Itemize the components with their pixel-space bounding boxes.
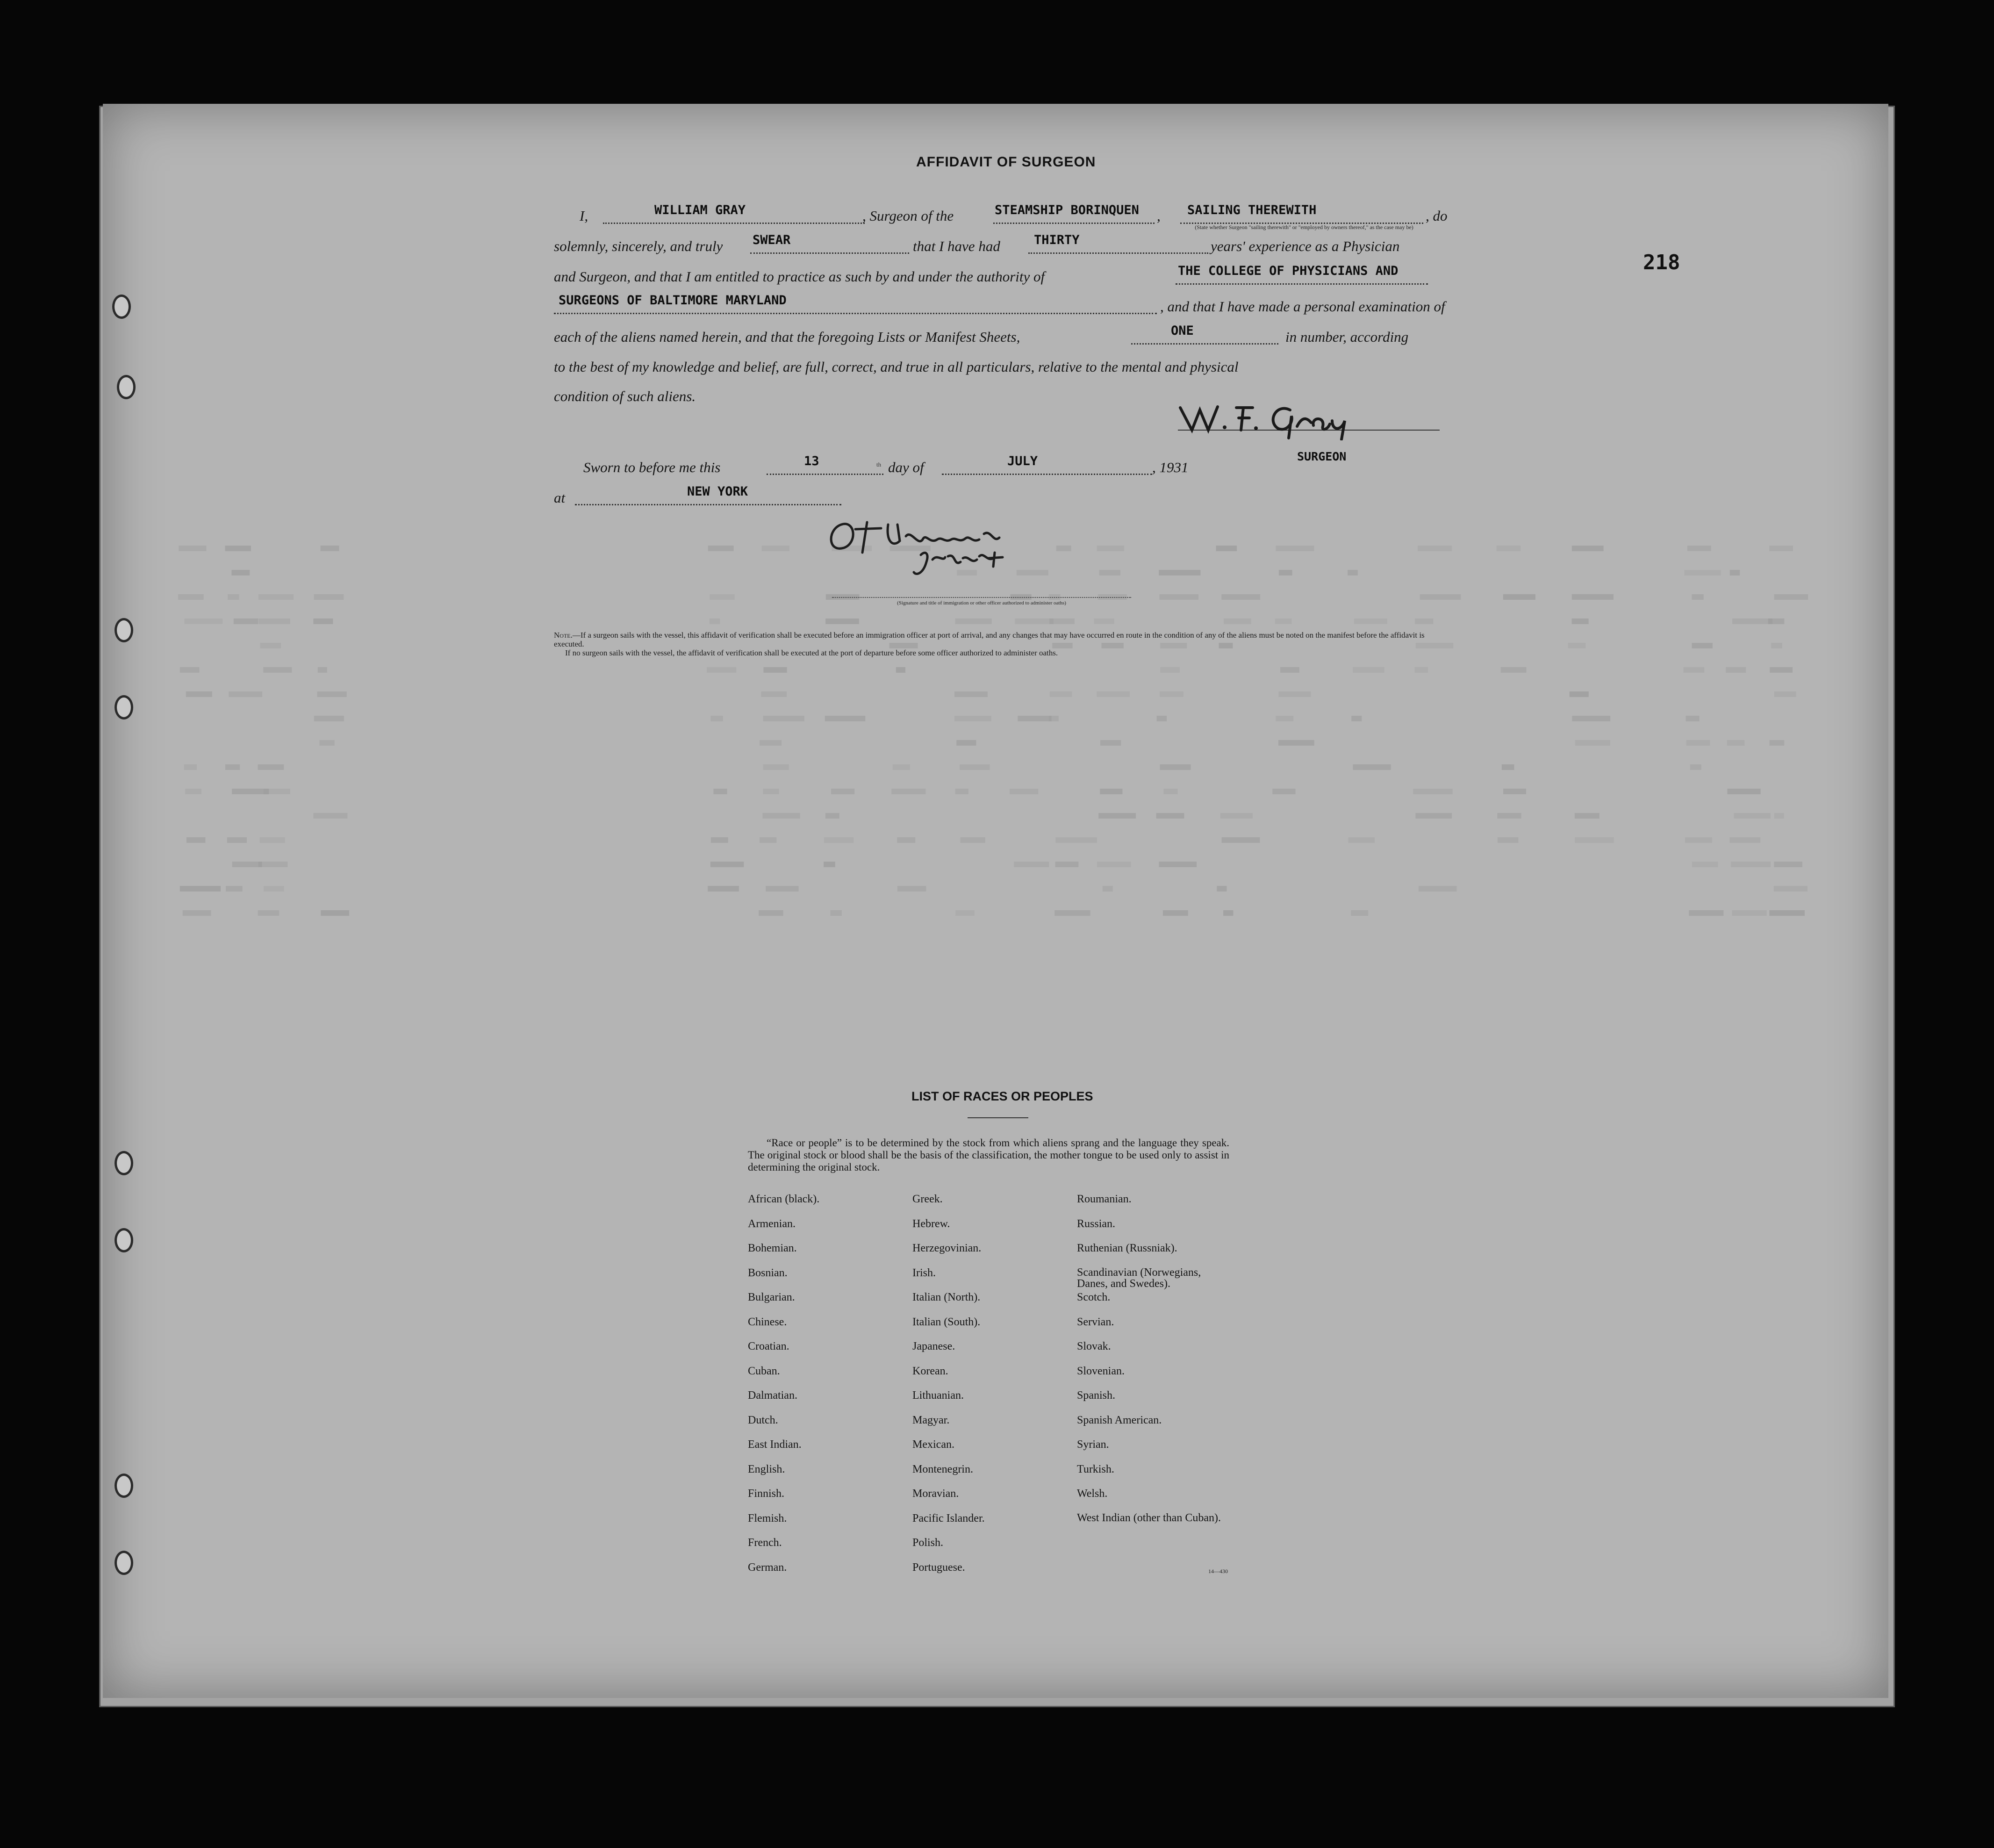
vessel-name: STEAMSHIP BORINQUEN [995, 203, 1139, 217]
race-item: Mexican. [912, 1438, 954, 1451]
bleed-through-mark [761, 691, 787, 697]
bleed-through-mark [1049, 716, 1059, 721]
bleed-through-mark [1163, 910, 1188, 916]
bleed-through-mark [1575, 813, 1600, 819]
race-item: Dalmatian. [748, 1389, 797, 1402]
bleed-through-mark [232, 789, 269, 794]
bleed-through-mark [1692, 862, 1718, 867]
bleed-through-mark [313, 618, 333, 624]
bleed-through-mark [960, 764, 990, 770]
race-item: English. [748, 1463, 785, 1475]
bleed-through-mark [225, 764, 240, 770]
line1-comma: , [1157, 208, 1161, 224]
race-item: Polish. [912, 1537, 944, 1549]
bleed-through-mark [1498, 837, 1519, 843]
race-item: Servian. [1077, 1316, 1114, 1328]
at-prefix: at [554, 489, 566, 506]
bleed-through-mark [314, 716, 344, 721]
bleed-through-mark [707, 667, 736, 673]
race-item: Bosnian. [748, 1266, 788, 1279]
bleed-through-mark [708, 546, 734, 551]
bleed-through-mark [763, 667, 787, 673]
line2-suffix: years' experience as a Physician [1211, 238, 1400, 254]
bleed-through-mark [961, 837, 985, 843]
bleed-through-mark [1163, 789, 1177, 794]
bleed-through-mark [258, 862, 288, 867]
race-item: Pacific Islander. [912, 1512, 985, 1524]
race-item: Greek. [912, 1193, 943, 1205]
bleed-through-mark [1018, 716, 1051, 721]
bleed-through-mark [1572, 546, 1604, 551]
bleed-through-mark [1774, 691, 1796, 697]
bleed-through-mark [1279, 570, 1292, 575]
bleed-through-mark [1769, 910, 1805, 916]
bleed-through-mark [317, 691, 347, 697]
bleed-through-mark [831, 789, 854, 794]
bleed-through-mark [1730, 570, 1740, 575]
bleed-through-mark [711, 837, 728, 843]
line5-suffix: in number, according [1285, 329, 1409, 345]
bleed-through-mark [1157, 716, 1167, 721]
bleed-through-mark [956, 740, 976, 746]
affidavit-note [554, 631, 1442, 657]
race-item: Spanish. [1077, 1389, 1116, 1402]
bleed-through-mark [1351, 716, 1362, 721]
race-item: Russian. [1077, 1217, 1116, 1230]
years-experience: THIRTY [1034, 233, 1080, 247]
bleed-through-mark [1734, 813, 1770, 819]
bleed-through-mark [710, 862, 744, 867]
sworn-place: NEW YORK [687, 484, 748, 499]
race-item: Welsh. [1077, 1488, 1108, 1500]
bleed-through-mark [1685, 837, 1712, 843]
title-rule [968, 1117, 1028, 1118]
race-item: Scotch. [1077, 1291, 1111, 1303]
race-item: Roumanian. [1077, 1193, 1132, 1205]
bleed-through-mark [1103, 886, 1113, 892]
races-intro: “Race or people” is to be determined by the stock from which aliens sprang and the language they speak. The original stock or blood shall be the basis of the classification, the mother tongue to be used only to assist in determining the original stock. [748, 1137, 1229, 1173]
bleed-through-mark [1689, 910, 1723, 916]
bleed-through-mark [1010, 789, 1038, 794]
bleed-through-mark [708, 886, 739, 892]
bleed-through-mark [1097, 546, 1124, 551]
race-item: German. [748, 1561, 787, 1574]
race-item: Ruthenian (Russniak). [1077, 1242, 1177, 1254]
bleed-through-mark [760, 837, 776, 843]
bleed-through-mark [1575, 837, 1614, 843]
officer-signature-line [832, 597, 1131, 598]
oath-type: SWEAR [753, 233, 791, 247]
race-item: French. [748, 1537, 782, 1549]
bleed-through-mark [1570, 691, 1589, 697]
bleed-through-mark [763, 764, 789, 770]
note-text-1: —If a surgeon sails with the vessel, this affidavit of verification shall be executed before an immigration officer at port of arrival, and any changes that may have occurred en route in the condition of any of the aliens must be noted on the manifest before the affidavit is executed. [554, 631, 1425, 648]
bleed-through-mark [1687, 546, 1711, 551]
bleed-through-mark [763, 789, 779, 794]
bleed-through-mark [229, 691, 262, 697]
race-item: East Indian. [748, 1438, 802, 1451]
sworn-prefix: Sworn to before me this [583, 459, 721, 475]
race-item: Korean. [912, 1365, 948, 1377]
authority-part-1: THE COLLEGE OF PHYSICIANS AND [1178, 264, 1399, 278]
bleed-through-mark [1420, 594, 1461, 600]
race-item: Slovenian. [1077, 1365, 1125, 1377]
bleed-through-mark [1572, 716, 1610, 721]
bleed-through-mark [1732, 618, 1772, 624]
bleed-through-mark [1348, 837, 1375, 843]
bleed-through-mark [186, 837, 205, 843]
bleed-through-mark [897, 837, 915, 843]
bleed-through-mark [710, 618, 720, 624]
races-title: LIST OF RACES OR PEOPLES [911, 1089, 1093, 1103]
fill-line [993, 223, 1155, 224]
authority-part-2: SURGEONS OF BALTIMORE MARYLAND [559, 293, 787, 308]
sworn-day: 13 [804, 454, 819, 468]
bleed-through-mark [830, 910, 841, 916]
note-label: Note. [554, 631, 573, 640]
bleed-through-mark [1015, 618, 1054, 624]
race-item: Magyar. [912, 1414, 950, 1426]
bleed-through-mark [1098, 813, 1136, 819]
bleed-through-mark [1732, 910, 1767, 916]
bleed-through-mark [1160, 764, 1191, 770]
bleed-through-mark [1497, 546, 1521, 551]
bleed-through-mark [1278, 740, 1314, 746]
bleed-through-mark [313, 813, 347, 819]
fill-line [1176, 283, 1428, 285]
bleed-through-mark [183, 910, 211, 916]
race-item: Slovak. [1077, 1340, 1111, 1352]
line1-mid: , Surgeon of the [862, 208, 954, 224]
race-item: Italian (North). [912, 1291, 981, 1303]
bleed-through-mark [955, 618, 992, 624]
line1-suffix: , do [1426, 208, 1448, 224]
bleed-through-mark [1354, 618, 1387, 624]
race-item: Flemish. [748, 1512, 787, 1524]
race-item: Hebrew. [912, 1217, 950, 1230]
line4-suffix: , and that I have made a personal examination of [1160, 298, 1445, 315]
bleed-through-mark [1280, 667, 1299, 673]
sworn-year: , 1931 [1152, 459, 1189, 475]
bleed-through-mark [1099, 570, 1120, 575]
bleed-through-mark [1217, 886, 1227, 892]
bleed-through-mark [1160, 667, 1180, 673]
bleed-through-mark [954, 691, 988, 697]
bleed-through-mark [1054, 910, 1090, 916]
bleed-through-mark [1572, 594, 1614, 600]
bleed-through-mark [260, 837, 285, 843]
bleed-through-mark [1774, 813, 1784, 819]
bleed-through-mark [1572, 618, 1589, 624]
bleed-through-mark [1768, 618, 1785, 624]
race-item: Montenegrin. [912, 1463, 973, 1475]
bleed-through-mark [760, 740, 782, 746]
bleed-through-mark [824, 862, 835, 867]
fill-line [1131, 343, 1278, 345]
bleed-through-mark [184, 764, 197, 770]
sailing-note: (State whether Surgeon "sailing therewith" or "employed by owners thereof," as the case may be) [1195, 224, 1413, 230]
races-column-2 [912, 1193, 1062, 1586]
race-item: Herzegovinian. [912, 1242, 982, 1254]
bleed-through-mark [180, 886, 221, 892]
bleed-through-mark [1097, 691, 1130, 697]
bleed-through-mark [185, 789, 201, 794]
bleed-through-mark [1418, 546, 1452, 551]
bleed-through-mark [258, 764, 284, 770]
race-item: Irish. [912, 1266, 936, 1279]
bleed-through-mark [1726, 667, 1746, 673]
race-item: Lithuanian. [912, 1389, 964, 1402]
bleed-through-mark [178, 594, 204, 600]
bleed-through-mark [186, 691, 212, 697]
race-item: Dutch. [748, 1414, 778, 1426]
bleed-through-mark [759, 910, 783, 916]
fill-line [942, 474, 1152, 475]
bleed-through-mark [1684, 667, 1705, 673]
race-item: Syrian. [1077, 1438, 1109, 1451]
bleed-through-mark [226, 886, 243, 892]
officer-caption: (Signature and title of immigration or other officer authorized to administer oaths) [897, 600, 1066, 606]
race-item: Turkish. [1077, 1463, 1114, 1475]
surgeon-name: WILLIAM GRAY [654, 203, 746, 217]
bleed-through-mark [763, 716, 804, 721]
bleed-through-mark [258, 594, 294, 600]
bleed-through-mark [1055, 837, 1097, 843]
sailing-status: SAILING THEREWITH [1187, 203, 1317, 217]
bleed-through-mark [824, 837, 854, 843]
fill-line [750, 252, 909, 254]
race-item: Chinese. [748, 1316, 787, 1328]
bleed-through-mark [264, 886, 284, 892]
bleed-through-mark [1055, 862, 1079, 867]
bleed-through-mark [1502, 764, 1514, 770]
bleed-through-mark [1159, 862, 1197, 867]
line2-mid: that I have had [913, 238, 1000, 254]
race-item: Armenian. [748, 1217, 796, 1230]
bleed-through-mark [1731, 862, 1771, 867]
bleed-through-mark [1728, 789, 1761, 794]
bleed-through-mark [1684, 570, 1721, 575]
bleed-through-mark [1097, 862, 1131, 867]
bleed-through-mark [321, 546, 339, 551]
bleed-through-mark [264, 789, 290, 794]
note-text-2: If no surgeon sails with the vessel, the affidavit of verification shall be executed at the port of departure before some officer authorized to administer oaths. [565, 648, 1058, 657]
bleed-through-mark [258, 910, 280, 916]
bleed-through-mark [232, 862, 262, 867]
bleed-through-mark [180, 667, 200, 673]
bleed-through-mark [1156, 813, 1184, 819]
bleed-through-mark [762, 546, 789, 551]
bleed-through-mark [1692, 594, 1703, 600]
bleed-through-mark [762, 813, 800, 819]
sworn-month: JULY [1007, 454, 1038, 468]
sworn-mid: day of [888, 459, 924, 475]
bleed-through-mark [318, 667, 327, 673]
bleed-through-mark [1497, 813, 1521, 819]
document-page [103, 104, 1888, 1698]
bleed-through-mark [891, 789, 925, 794]
bleed-through-mark [1774, 886, 1808, 892]
bleed-through-mark [1272, 789, 1295, 794]
surgeon-signature-image [1171, 389, 1405, 440]
race-item: Moravian. [912, 1488, 959, 1500]
bleed-through-mark [1690, 764, 1701, 770]
races-column-3 [1077, 1193, 1231, 1537]
bleed-through-mark [710, 716, 723, 721]
bleed-through-mark [1159, 570, 1200, 575]
bleed-through-mark [1503, 594, 1535, 600]
bleed-through-mark [1050, 691, 1072, 697]
line7: condition of such aliens. [554, 388, 696, 404]
bleed-through-mark [713, 789, 727, 794]
line6: to the best of my knowledge and belief, are full, correct, and true in all particulars, relative to the mental and physical [554, 359, 1239, 375]
bleed-through-mark [1160, 691, 1183, 697]
race-item: Italian (South). [912, 1316, 981, 1328]
bleed-through-mark [955, 789, 968, 794]
race-item: Croatian. [748, 1340, 789, 1352]
bleed-through-mark [319, 740, 334, 746]
bleed-through-mark [1568, 643, 1585, 648]
race-item: African (black). [748, 1193, 820, 1205]
bleed-through-mark [955, 910, 975, 916]
bleed-through-mark [1774, 862, 1802, 867]
bleed-through-mark [1278, 691, 1311, 697]
bleed-through-mark [1223, 910, 1233, 916]
race-item: Finnish. [748, 1488, 785, 1500]
bleed-through-mark [1771, 643, 1782, 648]
bleed-through-mark [1276, 716, 1293, 721]
race-item: Portuguese. [912, 1561, 965, 1574]
bleed-through-mark [897, 886, 926, 892]
bleed-through-mark [1770, 740, 1785, 746]
bleed-through-mark [1353, 764, 1391, 770]
bleed-through-mark [1014, 862, 1049, 867]
bleed-through-mark [179, 546, 206, 551]
race-item: Cuban. [748, 1365, 780, 1377]
bleed-through-mark [321, 910, 349, 916]
bleed-through-mark [1224, 618, 1251, 624]
bleed-through-mark [1501, 667, 1527, 673]
bleed-through-mark [1220, 813, 1253, 819]
bleed-through-mark [1216, 546, 1237, 551]
bleed-through-mark [1160, 594, 1198, 600]
bleed-through-mark [954, 716, 991, 721]
bleed-through-mark [1276, 546, 1314, 551]
fill-line [1028, 252, 1208, 254]
bleed-through-mark [228, 594, 239, 600]
bleed-through-mark [1415, 618, 1434, 624]
race-item: West Indian (other than Cuban). [1077, 1511, 1221, 1524]
bleed-through-mark [1575, 740, 1610, 746]
race-item: Spanish American. [1077, 1414, 1162, 1426]
bleed-through-mark [1415, 813, 1452, 819]
bleed-through-mark [1094, 618, 1114, 624]
bleed-through-mark [1222, 837, 1260, 843]
bleed-through-mark [1419, 886, 1457, 892]
fill-line [603, 223, 865, 224]
bleed-through-mark [1692, 643, 1713, 648]
bleed-through-mark [1686, 716, 1700, 721]
bleed-through-mark [1415, 667, 1428, 673]
bleed-through-mark [1348, 570, 1358, 575]
bleed-through-mark [1221, 594, 1260, 600]
fill-line [575, 504, 841, 505]
bleed-through-mark [1769, 546, 1793, 551]
bleed-through-mark [825, 618, 859, 624]
races-column-1 [748, 1193, 897, 1586]
bleed-through-mark [710, 594, 734, 600]
bleed-through-mark [1503, 789, 1526, 794]
page-number: 218 [1643, 251, 1680, 274]
bleed-through-mark [1413, 789, 1452, 794]
race-item: Japanese. [912, 1340, 955, 1352]
form-code: 14—430 [1208, 1568, 1228, 1575]
bleed-through-mark [766, 886, 798, 892]
line1-prefix: I, [580, 208, 588, 224]
bleed-through-mark [231, 570, 250, 575]
bleed-through-mark [1275, 618, 1292, 624]
bleed-through-mark [1729, 837, 1760, 843]
bleed-through-mark [227, 837, 247, 843]
bleed-through-mark [1727, 740, 1745, 746]
sheet-count: ONE [1171, 324, 1194, 338]
line5-prefix: each of the aliens named herein, and that the foregoing Lists or Manifest Sheets, [554, 329, 1020, 345]
race-item: Bohemian. [748, 1242, 797, 1254]
race-item: Bulgarian. [748, 1291, 795, 1303]
signature-title: SURGEON [1297, 450, 1347, 463]
bleed-through-mark [825, 716, 865, 721]
bleed-through-mark [260, 643, 281, 648]
bleed-through-mark [1100, 740, 1121, 746]
bleed-through-mark [184, 618, 222, 624]
race-item: Scandinavian (Norwegians, Danes, and Swedes). [1077, 1266, 1201, 1290]
bleed-through-mark [1686, 740, 1710, 746]
line3-prefix: and Surgeon, and that I am entitled to practice as such by and under the authority of [554, 268, 1045, 285]
bleed-through-mark [225, 546, 251, 551]
affidavit-title: AFFIDAVIT OF SURGEON [916, 154, 1096, 170]
bleed-through-mark [234, 618, 258, 624]
officer-signature-image [823, 515, 1075, 590]
fill-line [554, 313, 1157, 314]
bleed-through-mark [1049, 618, 1075, 624]
bleed-through-mark [1774, 594, 1808, 600]
bleed-through-mark [1353, 667, 1384, 673]
bleed-through-mark [314, 594, 344, 600]
line2-prefix: solemnly, sincerely, and truly [554, 238, 723, 254]
bleed-through-mark [893, 764, 910, 770]
sworn-day-mark: th [876, 461, 882, 468]
bleed-through-mark [896, 667, 905, 673]
fill-line [767, 474, 883, 475]
bleed-through-mark [1770, 667, 1793, 673]
bleed-through-mark [258, 618, 290, 624]
bleed-through-mark [263, 667, 292, 673]
bleed-through-mark [1100, 789, 1122, 794]
bleed-through-mark [1351, 910, 1368, 916]
bleed-through-mark [825, 813, 839, 819]
